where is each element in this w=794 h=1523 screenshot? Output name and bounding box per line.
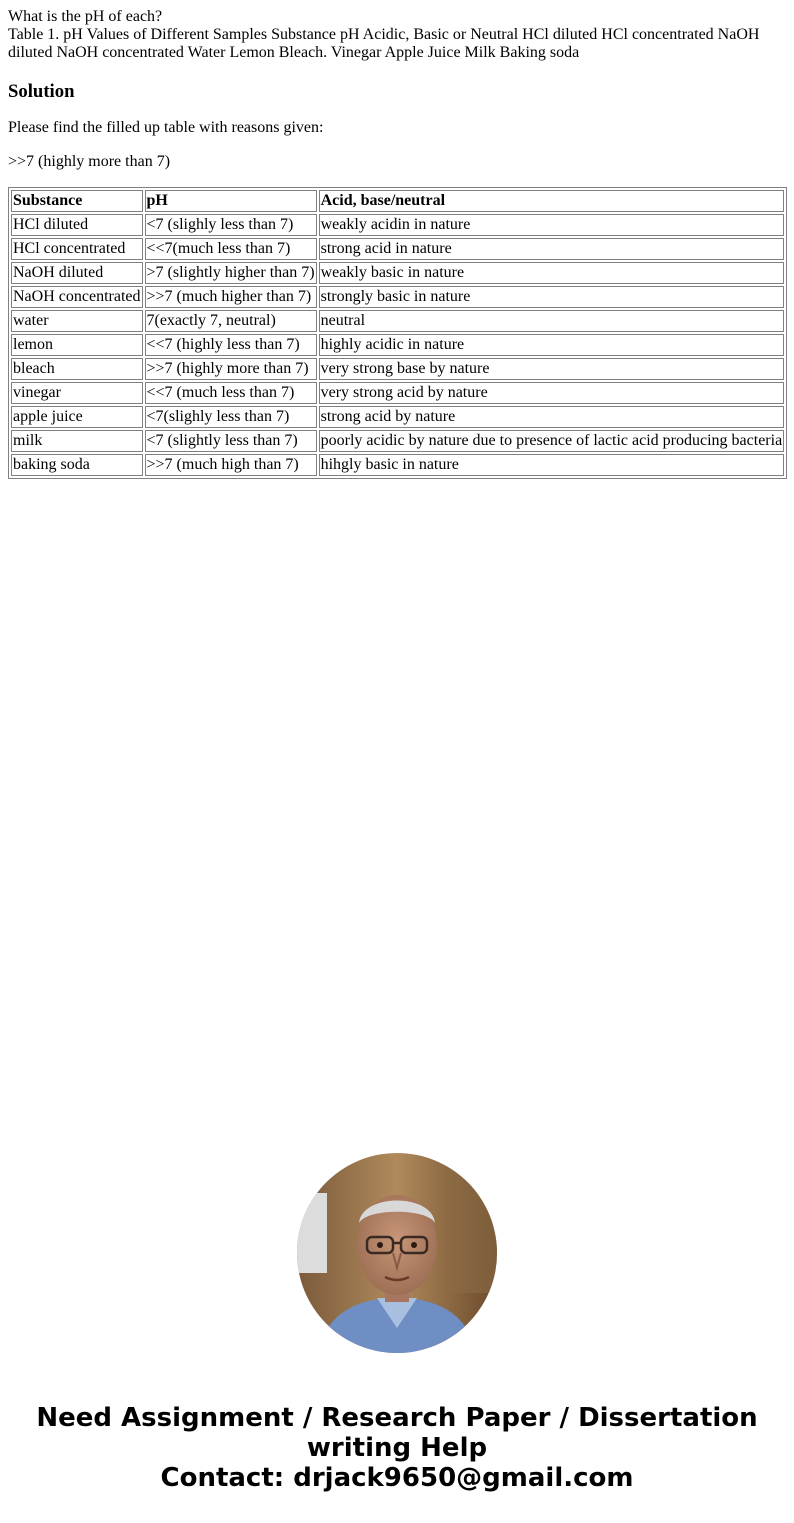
cell-ph: 7(exactly 7, neutral) xyxy=(145,310,317,332)
cell-ph: >7 (slightly higher than 7) xyxy=(145,262,317,284)
cell-ph: >>7 (much high than 7) xyxy=(145,454,317,476)
table-row xyxy=(11,286,784,308)
cell-substance: NaOH diluted xyxy=(11,262,143,284)
cell-ph: <7(slighly less than 7) xyxy=(145,406,317,428)
document-body xyxy=(8,8,784,479)
cell-ph: <7 (slighly less than 7) xyxy=(145,214,317,236)
cell-nature: very strong acid by nature xyxy=(319,382,785,404)
cell-nature: strong acid in nature xyxy=(319,238,785,260)
cell-ph: <<7(much less than 7) xyxy=(145,238,317,260)
cell-ph: <<7 (highly less than 7) xyxy=(145,334,317,356)
solution-intro: Please find the filled up table with reasons given: xyxy=(8,119,324,136)
cell-substance: bleach xyxy=(11,358,143,380)
cell-nature: weakly acidin in nature xyxy=(319,214,785,236)
promo-line-1: Need Assignment / Research Paper / Dissertation xyxy=(36,1403,758,1433)
table-row xyxy=(11,382,784,404)
table-row xyxy=(11,454,784,476)
table-row xyxy=(11,214,784,236)
cell-substance: HCl diluted xyxy=(11,214,143,236)
table-row xyxy=(11,262,784,284)
author-avatar xyxy=(297,1153,497,1353)
cell-nature: poorly acidic by nature due to presence of lactic acid producing bacteria xyxy=(319,430,785,452)
ph-table xyxy=(8,187,787,479)
cell-substance: milk xyxy=(11,430,143,452)
cell-nature: strong acid by nature xyxy=(319,406,785,428)
table-row xyxy=(11,310,784,332)
cell-ph: <<7 (much less than 7) xyxy=(145,382,317,404)
solution-note: >>7 (highly more than 7) xyxy=(8,153,171,170)
cell-nature: hihgly basic in nature xyxy=(319,454,785,476)
cell-substance: apple juice xyxy=(11,406,143,428)
header-substance: Substance xyxy=(11,190,143,212)
cell-ph: >>7 (highly more than 7) xyxy=(145,358,317,380)
cell-nature: weakly basic in nature xyxy=(319,262,785,284)
cell-nature: very strong base by nature xyxy=(319,358,785,380)
author-photo xyxy=(297,1153,497,1353)
cell-substance: HCl concentrated xyxy=(11,238,143,260)
header-ph: pH xyxy=(145,190,317,212)
cell-nature: neutral xyxy=(319,310,785,332)
cell-ph: <7 (slightly less than 7) xyxy=(145,430,317,452)
table-row xyxy=(11,358,784,380)
table-row xyxy=(11,334,784,356)
cell-substance: water xyxy=(11,310,143,332)
cell-substance: vinegar xyxy=(11,382,143,404)
table-header-row xyxy=(11,190,784,212)
cell-nature: highly acidic in nature xyxy=(319,334,785,356)
cell-substance: NaOH concentrated xyxy=(11,286,143,308)
cell-ph: >>7 (much higher than 7) xyxy=(145,286,317,308)
solution-heading: Solution xyxy=(8,81,75,102)
table-row xyxy=(11,406,784,428)
promo-line-2: writing Help xyxy=(306,1433,488,1463)
table-row xyxy=(11,430,784,452)
cell-nature: strongly basic in nature xyxy=(319,286,785,308)
cell-substance: baking soda xyxy=(11,454,143,476)
promo-banner xyxy=(0,1403,794,1493)
table-row xyxy=(11,238,784,260)
question-text: Table 1. pH Values of Different Samples Substance pH Acidic, Basic or Neutral HCl diluted HCl concentrated NaOH diluted NaOH concentrated Water Lemon Bleach. Vinegar Apple Juice Milk Baking soda xyxy=(8,26,760,61)
question-title: What is the pH of each? xyxy=(8,8,163,25)
cell-substance: lemon xyxy=(11,334,143,356)
promo-contact: Contact: drjack9650@gmail.com xyxy=(160,1463,634,1493)
header-acid-base: Acid, base/neutral xyxy=(319,190,785,212)
